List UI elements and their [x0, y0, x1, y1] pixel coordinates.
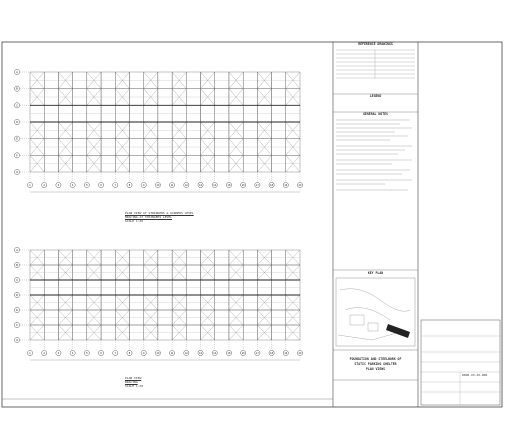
grid-label-row: D	[16, 121, 18, 124]
grid-label-column: 16	[241, 352, 245, 356]
grid-label-column: 11	[170, 352, 174, 356]
grid-label-column: 2	[43, 352, 45, 356]
grid-label-row: G	[15, 339, 19, 342]
drawing-sheet	[0, 40, 505, 409]
grid-label-row: G	[15, 171, 19, 174]
bottom-plan-title: PLAN VIEW	[125, 376, 142, 380]
grid-label-column: 12	[184, 184, 188, 188]
grid-label-column: 5	[86, 184, 88, 188]
grid-label-row: E	[16, 137, 18, 141]
grid-label-column: 12	[184, 352, 188, 356]
project-title-3: PLAN VIEWS	[365, 367, 386, 371]
plan-bottom	[0, 40, 505, 409]
grid-label-column: 17	[255, 352, 259, 356]
project-title-2: STATIC PARKING SHELTER	[354, 362, 397, 366]
grid-label-row: F	[16, 324, 18, 327]
grid-label-column: 17	[255, 184, 259, 188]
top-plan-subtitle: BRACING AT STRINGERS LEVEL	[125, 215, 172, 219]
project-title-1: FOUNDATION AND STEELWORK OF	[349, 357, 402, 361]
grid-label-row: C	[16, 104, 18, 108]
grid-label-column: 3	[57, 352, 60, 356]
bottom-plan-framing	[14, 247, 302, 360]
grid-label-column: 7	[114, 184, 116, 188]
bottom-plan-scale: SCALE 1:XX	[125, 384, 144, 388]
grid-label-column: 15	[227, 184, 231, 188]
reference-drawings-heading: REFERENCE DRAWINGS	[358, 42, 393, 46]
grid-label-column: 1	[29, 352, 31, 356]
grid-label-column: 7	[114, 352, 116, 356]
grid-label-row: B	[16, 264, 18, 267]
grid-label-column: 14	[213, 352, 217, 356]
grid-label-column: 3	[57, 184, 60, 188]
grid-label-column: 6	[100, 184, 102, 188]
grid-label-column: 2	[43, 184, 45, 188]
grid-label-column: 9	[142, 184, 145, 188]
grid-label-column: 9	[142, 352, 145, 356]
top-plan-scale: SCALE 1:XX	[125, 219, 144, 223]
grid-label-row: F	[16, 154, 18, 158]
grid-label-column: 8	[128, 352, 131, 356]
key-plan-heading: KEY PLAN	[367, 271, 384, 275]
grid-label-column: 19	[284, 352, 288, 356]
grid-label-column: 4	[71, 184, 74, 188]
grid-label-column: 11	[170, 184, 174, 188]
grid-label-column: 14	[213, 184, 217, 188]
legend-heading: LEGEND	[369, 94, 382, 98]
grid-label-column: 1	[29, 184, 31, 188]
grid-label-column: 18	[270, 352, 274, 356]
grid-label-column: 5	[86, 352, 88, 356]
grid-label-column: 20	[298, 352, 302, 356]
grid-label-column: 4	[71, 352, 74, 356]
grid-label-row: D	[16, 294, 18, 297]
grid-label-column: 20	[298, 184, 302, 188]
grid-label-row: E	[16, 309, 18, 312]
grid-label-row: C	[16, 279, 18, 282]
grid-label-row: A	[16, 249, 18, 252]
grid-label-column: 18	[270, 184, 274, 188]
grid-label-column: 19	[284, 184, 288, 188]
grid-label-column: 13	[199, 352, 202, 356]
bottom-plan-subtitle: BRACING	[125, 380, 138, 384]
top-plan-title: PLAN VIEW AT STRINGERS & GIRDERS LEVEL	[125, 211, 194, 215]
general-notes-heading: GENERAL NOTES	[363, 112, 388, 116]
grid-label-column: 10	[156, 184, 160, 188]
grid-label-column: 13	[199, 184, 202, 188]
grid-label-row: A	[16, 71, 18, 74]
grid-label-row: B	[16, 87, 18, 91]
grid-label-column: 10	[156, 352, 160, 356]
grid-label-column: 6	[100, 352, 102, 356]
grid-label-column: 15	[227, 352, 231, 356]
document-number: 0000-XX-XX-000	[462, 373, 488, 377]
grid-label-column: 8	[128, 184, 131, 188]
grid-label-column: 16	[241, 184, 245, 188]
